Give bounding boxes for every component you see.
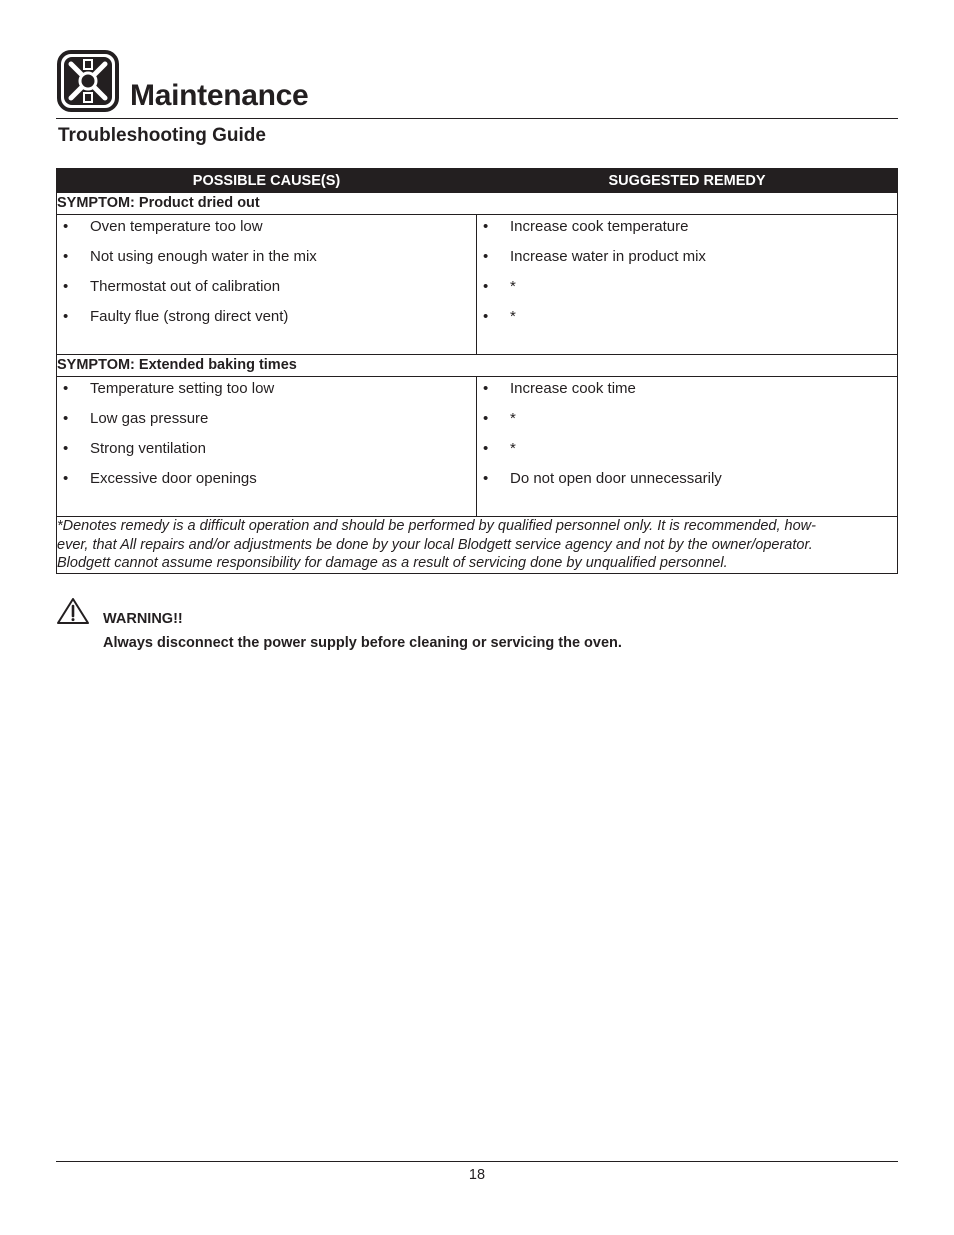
list-item: [57, 410, 476, 440]
cause-text: Faulty flue (strong direct vent): [90, 308, 289, 325]
cause-text: Oven temperature too low: [90, 218, 263, 235]
bullet: •: [483, 440, 489, 457]
symptom-label: SYMPTOM: Product dried out: [57, 193, 898, 215]
remedy-text: Do not open door unnecessarily: [510, 470, 722, 487]
bullet: •: [63, 218, 69, 235]
list-item: [57, 218, 476, 248]
list-item: [57, 248, 476, 278]
bullet: •: [483, 470, 489, 487]
symptom-label: SYMPTOM: Extended baking times: [57, 355, 898, 377]
troubleshooting-table: [56, 168, 898, 574]
causes-cell: [57, 215, 477, 355]
remedy-text: Increase cook time: [510, 380, 636, 397]
note-row: [57, 517, 898, 574]
list-item: [477, 278, 897, 308]
symptom-row: [57, 355, 898, 377]
list-item: [57, 380, 476, 410]
bullet: •: [483, 218, 489, 235]
list-item: [477, 218, 897, 248]
list-item: [57, 470, 476, 500]
note-line: Blodgett cannot assume responsibility for damage as a result of servicing done by unqualified personnel.: [57, 555, 728, 571]
header-possible-causes: POSSIBLE CAUSE(S): [57, 169, 477, 193]
note-line: *Denotes remedy is a difficult operation and should be performed by qualified personnel only. It is recommended, how-: [57, 518, 816, 534]
warning-text: Always disconnect the power supply before cleaning or servicing the oven.: [103, 635, 622, 651]
bullet: •: [483, 278, 489, 295]
title-divider: [56, 118, 898, 119]
list-item: [477, 380, 897, 410]
list-item: [57, 308, 476, 338]
causes-list: [57, 215, 476, 354]
remedies-cell: [477, 377, 898, 517]
remedies-list: [477, 215, 897, 354]
list-item: [477, 440, 897, 470]
footer-divider: [56, 1161, 898, 1162]
list-item: [477, 308, 897, 338]
list-item: [57, 278, 476, 308]
bullet: •: [63, 380, 69, 397]
list-item: [477, 410, 897, 440]
table-row: [57, 215, 898, 355]
bullet: •: [63, 278, 69, 295]
cause-text: Not using enough water in the mix: [90, 248, 317, 265]
list-item: [477, 248, 897, 278]
list-item: [477, 470, 897, 500]
remedy-text: Increase cook temperature: [510, 218, 689, 235]
causes-list: [57, 377, 476, 516]
cause-text: Thermostat out of calibration: [90, 278, 281, 295]
header-suggested-remedy: SUGGESTED REMEDY: [477, 169, 898, 193]
bullet: •: [483, 380, 489, 397]
remedy-text: *: [510, 410, 516, 427]
remedy-text: Increase water in product mix: [510, 248, 706, 265]
page-title: Maintenance: [130, 79, 309, 112]
cause-text: Temperature setting too low: [90, 380, 275, 397]
warning-title: WARNING!!: [103, 611, 183, 627]
cause-text: Excessive door openings: [90, 470, 257, 487]
note-line: ever, that All repairs and/or adjustments be done by your local Blodgett service agency and not by the owner/operator.: [57, 536, 813, 553]
bullet: •: [63, 470, 69, 487]
list-item: [57, 440, 476, 470]
cause-text: Low gas pressure: [90, 410, 209, 427]
bullet: •: [483, 410, 489, 427]
remedy-text: *: [510, 278, 516, 295]
bullet: •: [63, 440, 69, 457]
bullet: •: [63, 248, 69, 265]
remedy-text: *: [510, 440, 516, 457]
bullet: •: [483, 308, 489, 325]
table-header-row: [57, 169, 898, 193]
section-title: Troubleshooting Guide: [58, 125, 266, 146]
causes-cell: [57, 377, 477, 517]
remedies-list: [477, 377, 897, 516]
bullet: •: [63, 410, 69, 427]
remedies-cell: [477, 215, 898, 355]
page-number: 18: [468, 1167, 486, 1183]
bullet: •: [63, 308, 69, 325]
maintenance-wrench-screwdriver-icon: [57, 50, 119, 112]
qualified-personnel-note: [57, 517, 898, 574]
warning-triangle-icon: [56, 597, 90, 625]
cause-text: Strong ventilation: [90, 440, 206, 457]
remedy-text: *: [510, 308, 516, 325]
table-row: [57, 377, 898, 517]
symptom-row: [57, 193, 898, 215]
bullet: •: [483, 248, 489, 265]
